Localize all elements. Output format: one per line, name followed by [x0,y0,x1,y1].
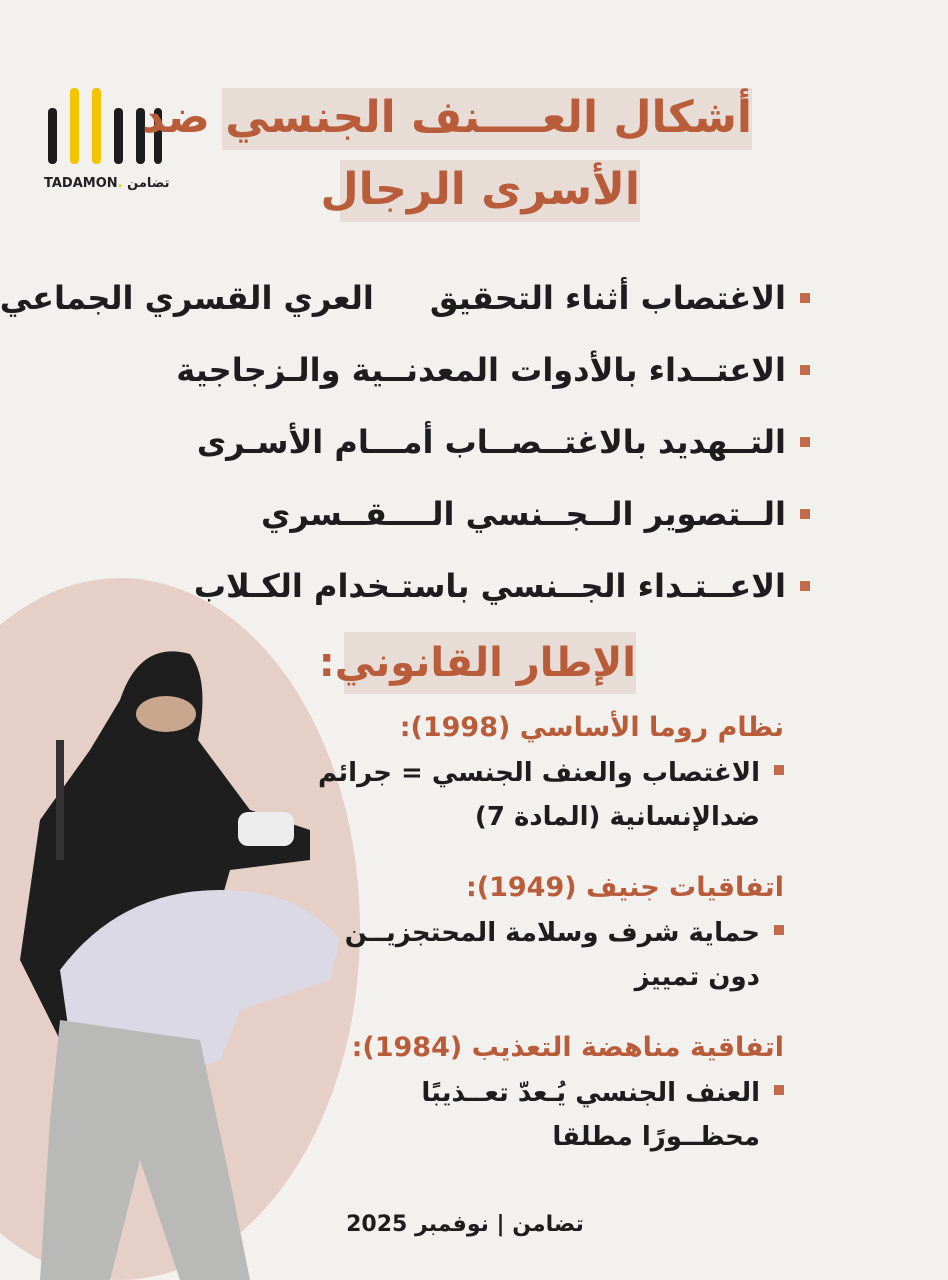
logo-caption-latin: TADAMON [44,176,118,191]
list-item [264,751,784,839]
legal-section-torture [264,1032,784,1159]
page-title-line2: الأسرى الرجال [340,160,640,222]
logo-caption-arabic: تضامن [127,176,170,191]
bullet-icon [774,925,784,935]
list-item-text: الاعتــداء بالأدوات المعدنــية والـزجاجية [176,351,786,389]
logo-caption: TADAMON. تضامن [44,176,170,191]
bullet-icon [800,365,810,375]
section-line: محظــورًا مطلقا [552,1122,760,1152]
list-item-text: الاعــتـداء الجــنسي باستـخدام الكـلاب [193,567,786,605]
list-item [170,478,810,550]
section-line: دون تمييز [634,962,760,992]
section-line: الاغتصاب والعنف الجنسي = جرائم [318,758,760,788]
bullet-icon [800,437,810,447]
list-item-text: الــتصوير الــجــنسي الــــقــسري [261,495,786,533]
list-item [264,911,784,999]
bullet-icon [774,765,784,775]
list-item [170,334,810,406]
list-item-text: الاغتصاب أثناء التحقيق [429,279,786,317]
legal-section-rome [264,712,784,839]
list-item-text: العري القسري الجماعي [0,279,374,317]
list-item [0,262,810,334]
legal-framework-title: الإطار القانوني: [344,632,636,694]
section-line: ضدالإنسانية (المادة 7) [474,802,760,832]
footer-credit: تضامن | نوفمبر 2025 [346,1212,584,1237]
legal-section-geneva [264,872,784,999]
bullet-icon [800,509,810,519]
list-item [170,550,810,622]
list-item [264,1071,784,1159]
page-title-line1: أشكال العــــنف الجنسي ضد [222,88,752,150]
violence-forms-list [0,262,810,622]
bullet-icon [774,1085,784,1095]
section-heading: نظام روما الأساسي (1998): [399,712,784,743]
section-heading: اتفاقيات جنيف (1949): [465,872,784,903]
section-heading: اتفاقية مناهضة التعذيب (1984): [351,1032,784,1063]
bullet-icon [800,581,810,591]
section-line: العنف الجنسي يُـعدّ تعــذيبًا [421,1078,760,1108]
list-item-text: التــهديد بالاغتــصــاب أمـــام الأسـرى [196,423,786,461]
list-item [170,406,810,478]
bullet-icon [800,293,810,303]
section-line: حماية شرف وسلامة المحتجزيــن [344,918,760,948]
